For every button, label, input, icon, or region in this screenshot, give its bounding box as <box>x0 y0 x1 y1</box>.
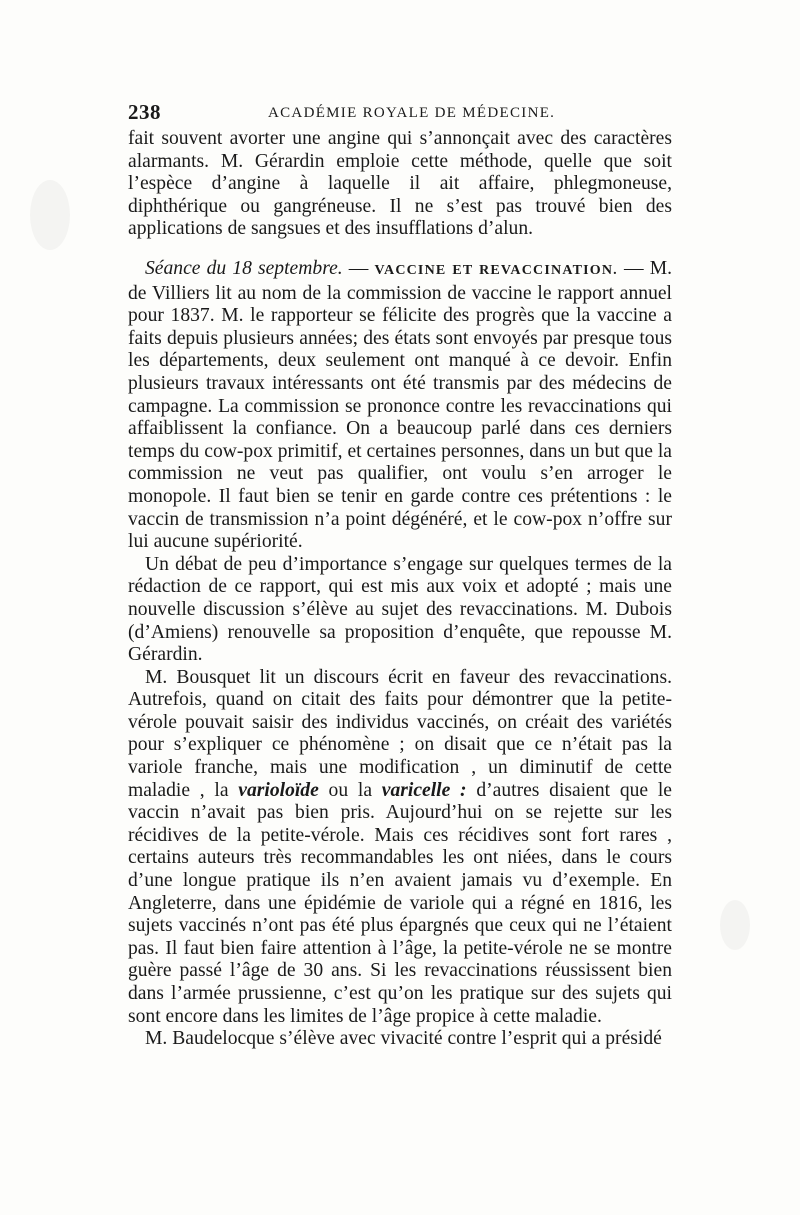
paragraph-baudelocque: M. Baudelocque s’élève avec vivacité contre l’esprit qui a présidé <box>145 1028 662 1050</box>
term-varioloide: varioloïde <box>238 779 319 801</box>
paragraph-session <box>128 258 672 554</box>
paper-stain <box>30 180 70 250</box>
body-text-top <box>128 128 672 241</box>
term-varicelle: varicelle : <box>381 779 467 801</box>
running-head: ACADÉMIE ROYALE DE MÉDECINE. <box>268 105 556 121</box>
body-text-session <box>128 258 672 1051</box>
paragraph-continuation: fait souvent avorter une angine qui s’annonçait avec des caractères alarmants. M. Gérardin emploie cette méthode, quelle que soit l’espèce d’angine à laquelle il ait affaire, phlegmoneuse, diphthérique ou gangréneuse. Il ne s’est pas trouvé bien des applications de sangsues et des insufflations d’alun. <box>128 128 672 240</box>
page-header <box>128 100 672 126</box>
dash: — <box>617 258 650 279</box>
session-date: Séance du 18 septembre. <box>145 258 343 279</box>
session-text: M. de Villiers lit au nom de la commission de vaccine le rapport annuel pour 1837. M. le rapporteur se félicite des progrès que la vaccine a faits depuis plusieurs années; des états sont envoyés par presque tous les départements, deux seulement ont manqué à ce devoir. Enfin plusieurs travaux intéressants ont été transmis par des médecins de campagne. La commission se prononce contre les revaccinations qui affaiblissent la confiance. On a beaucoup parlé dans ces derniers temps du cow-pox primitif, et certaines personnes, dans un but que la commission ne veut pas qualifier, ont voulu s’en arroger le monopole. Il faut bien se tenir en garde contre ces prétentions : le vaccin de transmission n’a point dégénéré, et le cow-pox n’offre sur lui aucune supériorité. <box>128 258 673 553</box>
paper-stain <box>720 900 750 950</box>
bousquet-text: ou la <box>318 779 382 801</box>
paragraph-debate: Un débat de peu d’importance s’engage sur quelques termes de la rédaction de ce rapport, qui est mis aux voix et adopté ; mais une nouvelle discussion s’élève au sujet des revaccinations. M. Dubois (d’Amiens) renouvelle sa proposition d’enquête, que repousse M. Gérardin. <box>128 553 672 666</box>
dash: — <box>342 258 375 279</box>
bousquet-text: M. Bousquet lit un discours écrit en faveur des revaccinations. Autrefois, quand on citait des faits pour démontrer que la petite-vérole pouvait saisir des individus vaccinés, on créait des variétés pour s’expliquer ce phénomène ; on disait que ce n’était pas la variole franche, mais une modification , un diminutif de cette maladie , la <box>128 666 672 801</box>
page-number: 238 <box>128 100 161 124</box>
session-title: VACCINE ET REVACCINATION. <box>374 263 618 278</box>
bousquet-text: d’autres disaient que le vaccin n’avait pas bien pris. Aujourd’hui on se rejette sur les récidives de la petite-vérole. Mais ces récidives sont fort rares , certains auteurs très recommandables les ont niées, dans le cours d’une longue pratique ils n’en avaient jamais vu d’exemple. En Angleterre, dans une épidémie de variole qui a régné en 1816, les sujets vaccinés n’ont pas été plus épargnés que ceux qui ne l’étaient pas. Il faut bien faire attention à l’âge, la petite-vérole ne se montre guère passé l’âge de 30 ans. Si les revaccinations réussissent bien dans l’armée prussienne, c’est qu’on les pratique sur des sujets qui sont encore dans les limites de l’âge propice à cette maladie. <box>128 779 673 1027</box>
paragraph-bousquet <box>128 667 672 1029</box>
